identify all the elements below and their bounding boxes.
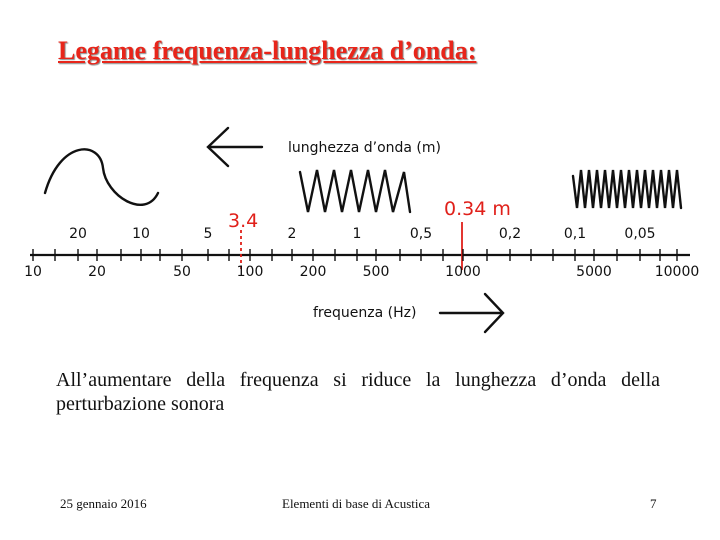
frequency-tick-label: 500 <box>362 264 390 280</box>
mid-frequency-wave <box>300 170 410 212</box>
frequency-tick-label: 20 <box>88 264 106 280</box>
footer-date: 25 gennaio 2016 <box>60 496 147 511</box>
frequency-label: frequenza (Hz) <box>313 305 417 321</box>
frequency-arrow-right-icon <box>440 294 503 332</box>
frequency-tick-label: 100 <box>236 264 264 280</box>
wavelength-frequency-diagram <box>0 100 720 350</box>
footer-title: Elementi di base di Acustica <box>282 496 431 511</box>
wavelength-arrow-left-icon <box>208 128 262 166</box>
slide-title: Legame frequenza-lunghezza d’onda: <box>58 36 477 65</box>
wavelength-tick-label: 1 <box>352 226 362 242</box>
wavelength-tick-label: 5 <box>203 226 213 242</box>
annotation-low: 3.4 <box>228 210 259 232</box>
wavelength-tick-label: 10 <box>132 226 150 242</box>
frequency-tick-label: 1000 <box>445 264 481 280</box>
body-text: All’aumentare della frequenza si riduce la lunghezza d’onda della perturbazione sonora <box>56 369 660 415</box>
page-number: 7 <box>650 496 657 511</box>
frequency-tick-label: 50 <box>173 264 191 280</box>
wavelength-tick-label: 0,05 <box>624 226 656 242</box>
frequency-tick-label: 10000 <box>654 264 700 280</box>
frequency-tick-label: 10 <box>24 264 42 280</box>
wavelength-tick-label: 0,1 <box>563 226 587 242</box>
wavelength-tick-label: 2 <box>287 226 297 242</box>
frequency-tick-label: 5000 <box>576 264 612 280</box>
low-frequency-wave <box>45 149 158 204</box>
wavelength-tick-label: 20 <box>69 226 87 242</box>
frequency-tick-label: 200 <box>299 264 327 280</box>
high-frequency-wave <box>573 170 681 208</box>
wavelength-tick-label: 0,2 <box>498 226 522 242</box>
wavelength-label: lunghezza d’onda (m) <box>288 140 441 156</box>
wavelength-tick-label: 0,5 <box>409 226 433 242</box>
annotation-high: 0.34 m <box>444 198 511 220</box>
